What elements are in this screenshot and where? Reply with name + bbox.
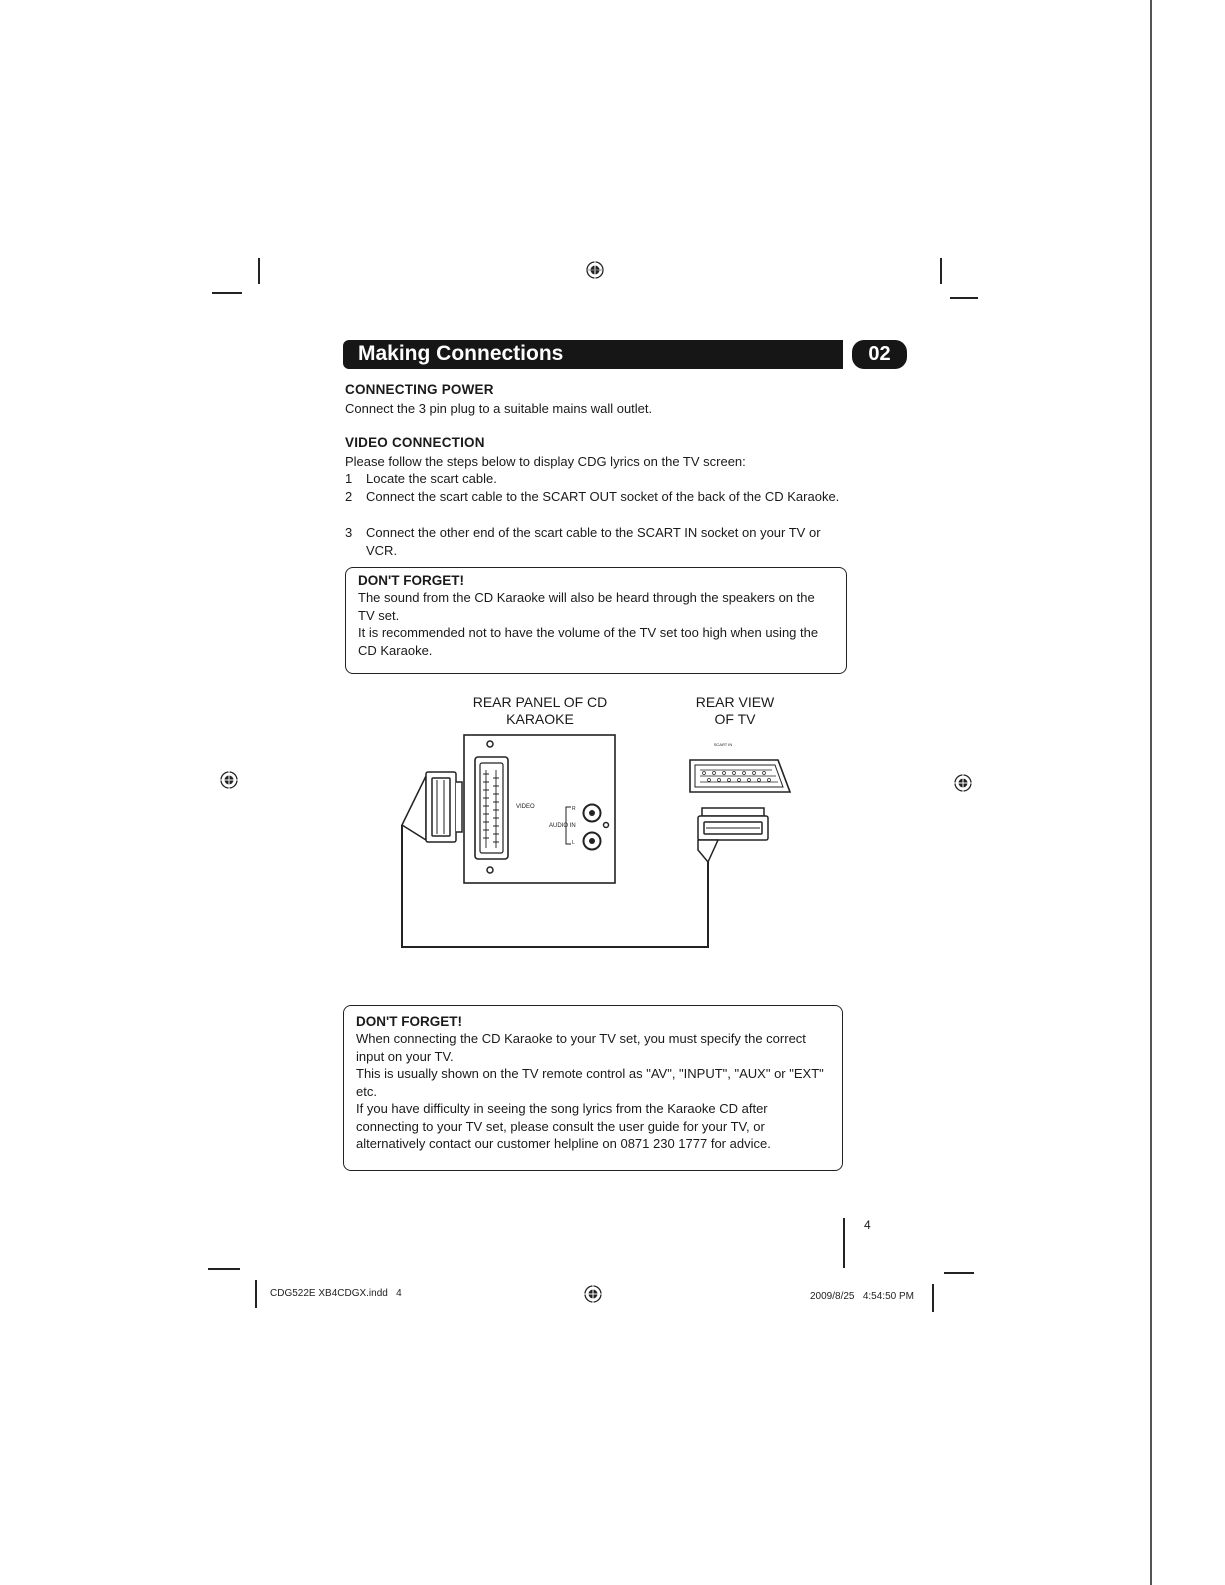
- registration-mark-icon: [585, 260, 605, 280]
- video-connection-intro: Please follow the steps below to display CDG lyrics on the TV screen:: [345, 454, 746, 469]
- step-number: 3: [345, 525, 353, 540]
- footer-timestamp: 2009/8/25 4:54:50 PM: [810, 1291, 914, 1302]
- tv-scart-socket: [690, 760, 790, 792]
- callout-line: This is usually shown on the TV remote control as "AV", "INPUT", "AUX" or "EXT" etc.: [356, 1066, 824, 1099]
- audio-r-label: R: [572, 806, 576, 812]
- crop-mark: [940, 258, 942, 284]
- footer-filename: CDG522E XB4CDGX.indd 4: [270, 1288, 402, 1299]
- scart-plug-left: [402, 772, 462, 842]
- callout-title: DON'T FORGET!: [356, 1014, 462, 1029]
- crop-mark: [950, 297, 978, 299]
- scart-plug-right: [698, 808, 768, 862]
- page-number-rule: [843, 1218, 845, 1268]
- step-text: Connect the other end of the scart cable to the SCART IN socket on your TV or VCR.: [366, 525, 821, 558]
- video-connection-heading: VIDEO CONNECTION: [345, 435, 485, 450]
- connecting-power-heading: CONNECTING POWER: [345, 382, 494, 397]
- page-number: 4: [864, 1218, 871, 1232]
- audio-l-label: L: [572, 840, 575, 846]
- connecting-power-text: Connect the 3 pin plug to a suitable mains wall outlet.: [345, 401, 653, 416]
- crop-mark: [255, 1280, 257, 1308]
- section-title: Making Connections: [358, 342, 564, 365]
- rear-view-tv-label: REAR VIEW OF TV: [695, 694, 775, 727]
- callout-line: When connecting the CD Karaoke to your TV set, you must specify the correct input on your TV.: [356, 1031, 806, 1064]
- crop-mark: [212, 292, 242, 294]
- registration-mark-icon: [219, 770, 239, 790]
- step-text: Locate the scart cable.: [366, 471, 497, 486]
- step-text: Connect the scart cable to the SCART OUT socket of the back of the CD Karaoke.: [366, 489, 840, 504]
- dont-forget-callout-2: [343, 1005, 843, 1171]
- crop-mark: [208, 1268, 240, 1270]
- dont-forget-callout-1: [345, 567, 847, 674]
- video-label: VIDEO: [516, 804, 535, 810]
- callout-title: DON'T FORGET!: [358, 573, 464, 588]
- page-edge-line: [1150, 0, 1152, 1585]
- callout-line: The sound from the CD Karaoke will also be heard through the speakers on the TV set.: [358, 590, 815, 623]
- crop-mark: [932, 1284, 934, 1312]
- crop-mark: [258, 258, 260, 284]
- crop-mark: [944, 1272, 974, 1274]
- step-number: 1: [345, 471, 353, 486]
- registration-mark-icon: [583, 1284, 603, 1304]
- callout-line: It is recommended not to have the volume of the TV set too high when using the CD Karaoke.: [358, 625, 819, 658]
- chapter-badge: 02: [852, 340, 907, 369]
- tv-socket-label: SCART IN: [713, 742, 733, 747]
- step-number: 2: [345, 489, 353, 504]
- audio-in-label: AUDIO IN: [549, 823, 576, 829]
- callout-line: If you have difficulty in seeing the song lyrics from the Karaoke CD after connecting to your TV set, please consult the user guide for your TV, or alternatively contact our customer helpline on 0871 230 1777 for advice.: [356, 1101, 771, 1151]
- registration-mark-icon: [953, 773, 973, 793]
- connection-diagram: [390, 730, 810, 955]
- rear-panel-label: REAR PANEL OF CD KARAOKE: [472, 694, 608, 727]
